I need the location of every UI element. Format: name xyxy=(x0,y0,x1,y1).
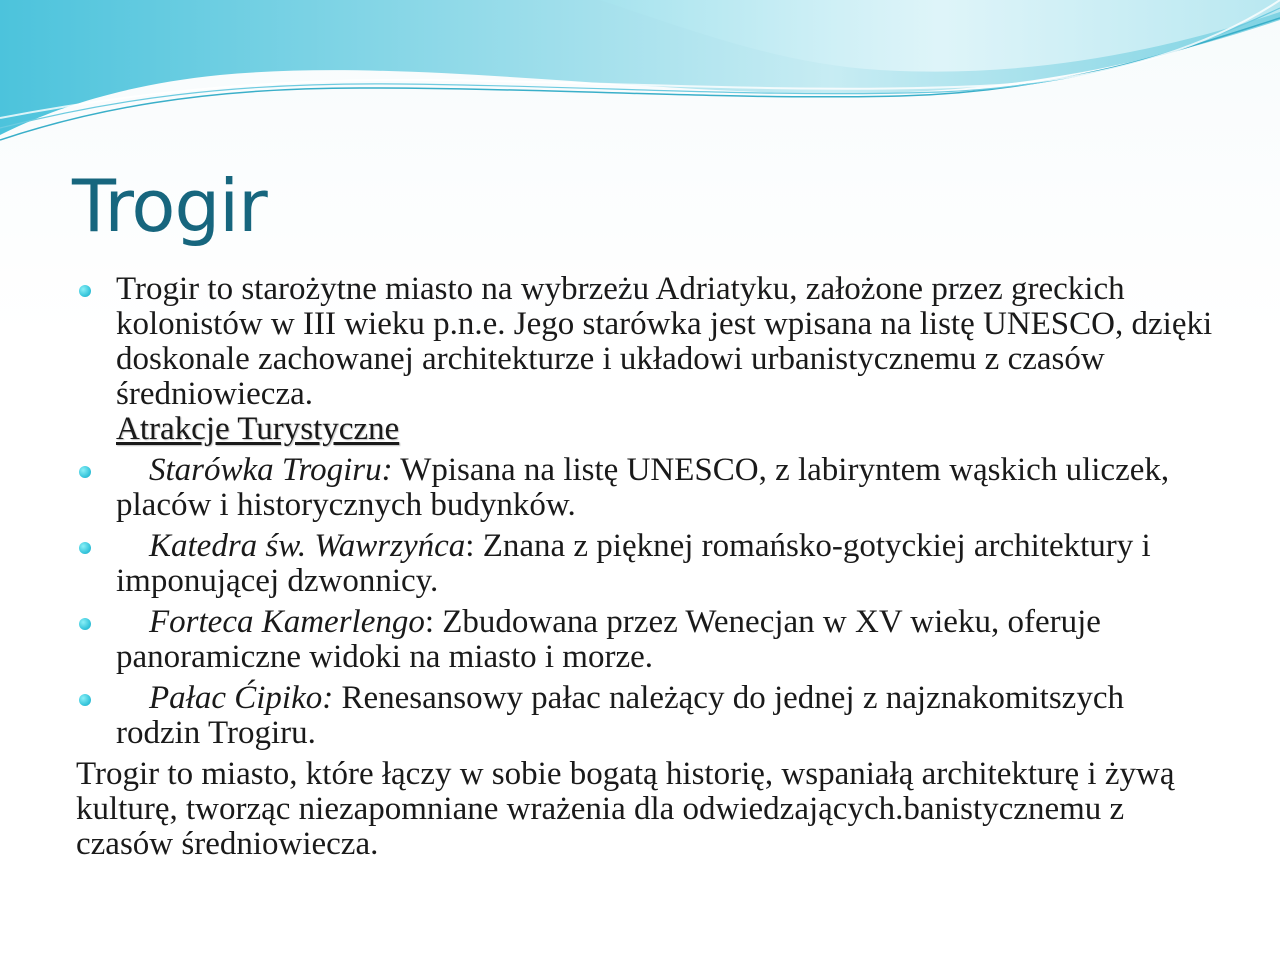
attraction-name: Starówka Trogiru: xyxy=(149,452,393,488)
bullet-attraction xyxy=(76,529,1216,599)
attraction-name: Forteca Kamerlengo xyxy=(149,604,425,640)
attraction-description: Renesansowy pałac należący do jednej z najznakomitszych rodzin Trogiru. xyxy=(116,680,1124,751)
bullet-dot-icon xyxy=(79,694,91,706)
bullet-dot-icon xyxy=(79,466,91,478)
attraction-description: Wpisana na listę UNESCO, z labiryntem wąskich uliczek, placów i historycznych budynków. xyxy=(116,452,1170,523)
closing-paragraph: Trogir to miasto, które łączy w sobie bogatą historię, wspaniałą architekturę i żywą kulturę, tworząc niezapomniane wrażenia dla odwiedzających.banistycznemu z czasów średniowiecza. xyxy=(76,756,1175,862)
attraction-description: : Zbudowana przez Wenecjan w XV wieku, oferuje panoramiczne widoki na miasto i morze. xyxy=(116,604,1101,675)
attraction-name: Katedra św. Wawrzyńca xyxy=(149,528,466,564)
bullet-attraction xyxy=(76,453,1216,523)
bullet-attraction xyxy=(76,605,1216,675)
attraction-description: : Znana z pięknej romańsko-gotyckiej architektury i imponującej dzwonnicy. xyxy=(116,528,1151,599)
bullet-attraction xyxy=(76,681,1216,751)
slide-content xyxy=(76,272,1216,862)
bullet-dot-icon xyxy=(79,542,91,554)
bullet-intro xyxy=(76,272,1216,447)
bullet-dot-icon xyxy=(79,618,91,630)
intro-text: Trogir to starożytne miasto na wybrzeżu Adriatyku, założone przez greckich kolonistów w III wieku p.n.e. Jego starówka jest wpisana na listę UNESCO, dzięki doskonale zachowanej architekturze i układowi urbanistycznemu z czasów średniowiecza. xyxy=(116,271,1213,412)
header-wave-decoration xyxy=(0,0,1280,160)
slide-title: Trogir xyxy=(72,164,267,248)
bullet-dot-icon xyxy=(79,285,91,297)
attractions-heading: Atrakcje Turystyczne xyxy=(116,411,400,447)
attraction-name: Pałac Ćipiko: xyxy=(149,680,334,716)
